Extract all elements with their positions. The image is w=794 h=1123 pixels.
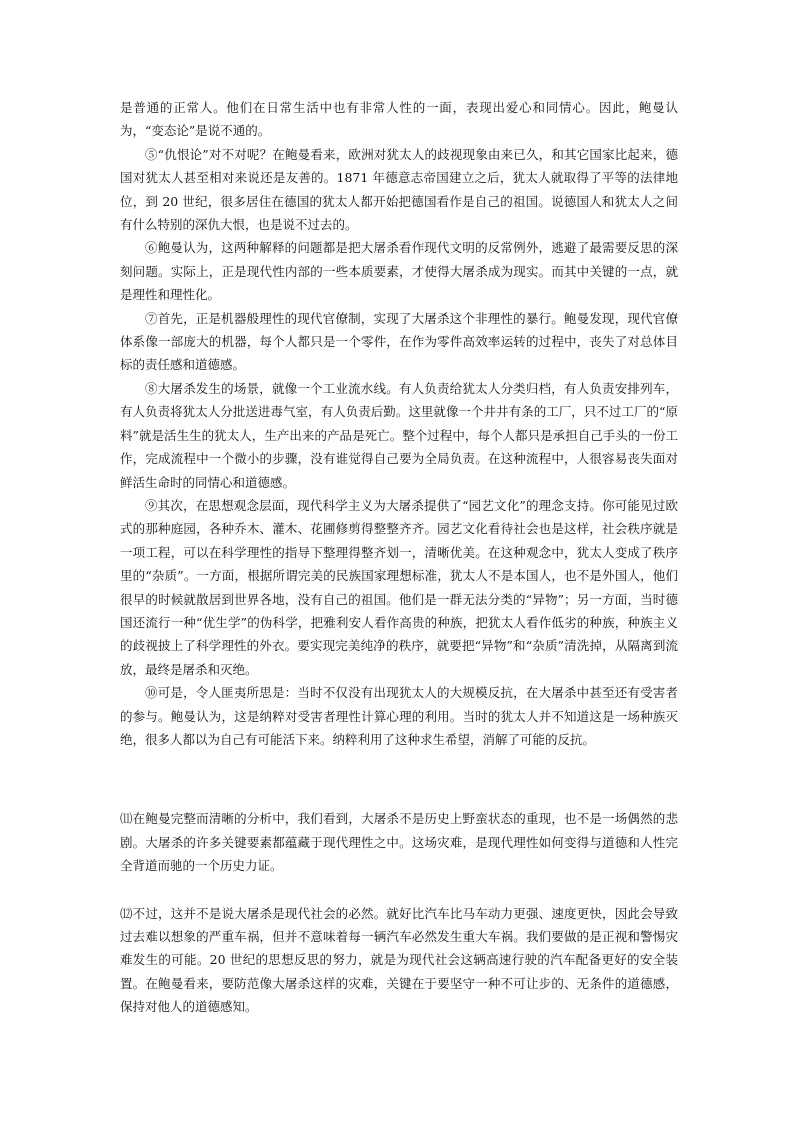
paragraph-7: ⑦首先，正是机器般理性的现代官僚制，实现了大屠杀这个非理性的暴行。鲍曼发现，现代官僚体系像一部庞大的机器，每个人都只是一个零件，在作为零件高效率运转的过程中，丧失了对总体目标的责任感和道德感。 (120, 310, 678, 373)
paragraph-11: ⑾在鲍曼完整而清晰的分析中，我们看到，大屠杀不是历史上野蛮状态的重现，也不是一场偶然的悲剧。大屠杀的许多关键要素都蕴藏于现代理性之中。这场灾难，是现代理性如何变得与道德和人性完全背道而驰的一个历史力证。 (120, 811, 678, 874)
paragraph-12: ⑿不过，这并不是说大屠杀是现代社会的必然。就好比汽车比马车动力更强、速度更快，因此会导致过去难以想象的严重车祸，但并不意味着每一辆汽车必然发生重大车祸。我们要做的是正视和警惕灾难发生的可能。20 世纪的思想反思的努力，就是为现代社会这辆高速行驶的汽车配备更好的安全装置。在鲍曼看来，要防范像大屠杀这样的灾难，关键在于要坚守一种不可让步的、无条件的道德感，保持对他人的道德感知。 (120, 905, 678, 1015)
paragraph-9: ⑨其次，在思想观念层面，现代科学主义为大屠杀提供了“园艺文化”的理念支持。你可能见过欧式的那种庭园，各种乔木、灌木、花圃修剪得整整齐齐。园艺文化看待社会也是这样，社会秩序就是一项工程，可以在科学理性的指导下整理得整齐划一，清晰优美。在这种观念中，犹太人变成了秩序里的“杂质”。一方面，根据所谓完美的民族国家理想标准，犹太人不是本国人，也不是外国人，他们很早的时候就散居到世界各地，没有自己的祖国。他们是一群无法分类的“异物”；另一方面，当时德国还流行一种“优生学”的伪科学，把雅利安人看作高贵的种族，把犹太人看作低劣的种族，种族主义的歧视披上了科学理性的外衣。要实现完美纯净的秩序，就要把“异物”和“杂质”清洗掉，从隔离到流放，最终是屠杀和灭绝。 (120, 497, 678, 677)
paragraph-5: ⑤“仇恨论”对不对呢？在鲍曼看来，欧洲对犹太人的歧视现象由来已久，和其它国家比起来，德国对犹太人甚至相对来说还是友善的。1871 年德意志帝国建立之后，犹太人就取得了平等的法律地位，到 20 世纪，很多居住在德国的犹太人都开始把德国看作是自己的祖国。说德国人和犹太人之间有什么特别的深仇大恨，也是说不过去的。 (120, 146, 678, 233)
paragraph-6: ⑥鲍曼认为，这两种解释的问题都是把大屠杀看作现代文明的反常例外，逃避了最需要反思的深刻问题。实际上，正是现代性内部的一些本质要素，才使得大屠杀成为现实。而其中关键的一点，就是理性和理性化。 (120, 240, 678, 303)
paragraph-intro: 是普通的正常人。他们在日常生活中也有非常人性的一面，表现出爱心和同情心。因此，鲍曼认为，“变态论”是说不通的。 (120, 100, 678, 139)
section-gap (120, 751, 678, 807)
document-body (120, 96, 678, 1019)
section-gap (120, 878, 678, 902)
paragraph-10: ⑩可是，令人匪夷所思是：当时不仅没有出现犹太人的大规模反抗，在大屠杀中甚至还有受害者的参与。鲍曼认为，这是纳粹对受害者理性计算心理的利用。当时的犹太人并不知道这是一场种族灭绝，很多人都以为自己有可能活下来。纳粹利用了这种求生希望，消解了可能的反抗。 (120, 685, 678, 747)
paragraph-8: ⑧大屠杀发生的场景，就像一个工业流水线。有人负责给犹太人分类归档，有人负责安排列车，有人负责将犹太人分批送进毒气室，有人负责后勤。这里就像一个井井有条的工厂，只不过工厂的“原料”就是活生生的犹太人，生产出来的产品是死亡。整个过程中，每个人都只是承担自己手头的一份工作，完成流程中一个微小的步骤，没有谁觉得自己要为全局负责。在这种流程中，人很容易丧失面对鲜活生命时的同情心和道德感。 (120, 380, 678, 490)
